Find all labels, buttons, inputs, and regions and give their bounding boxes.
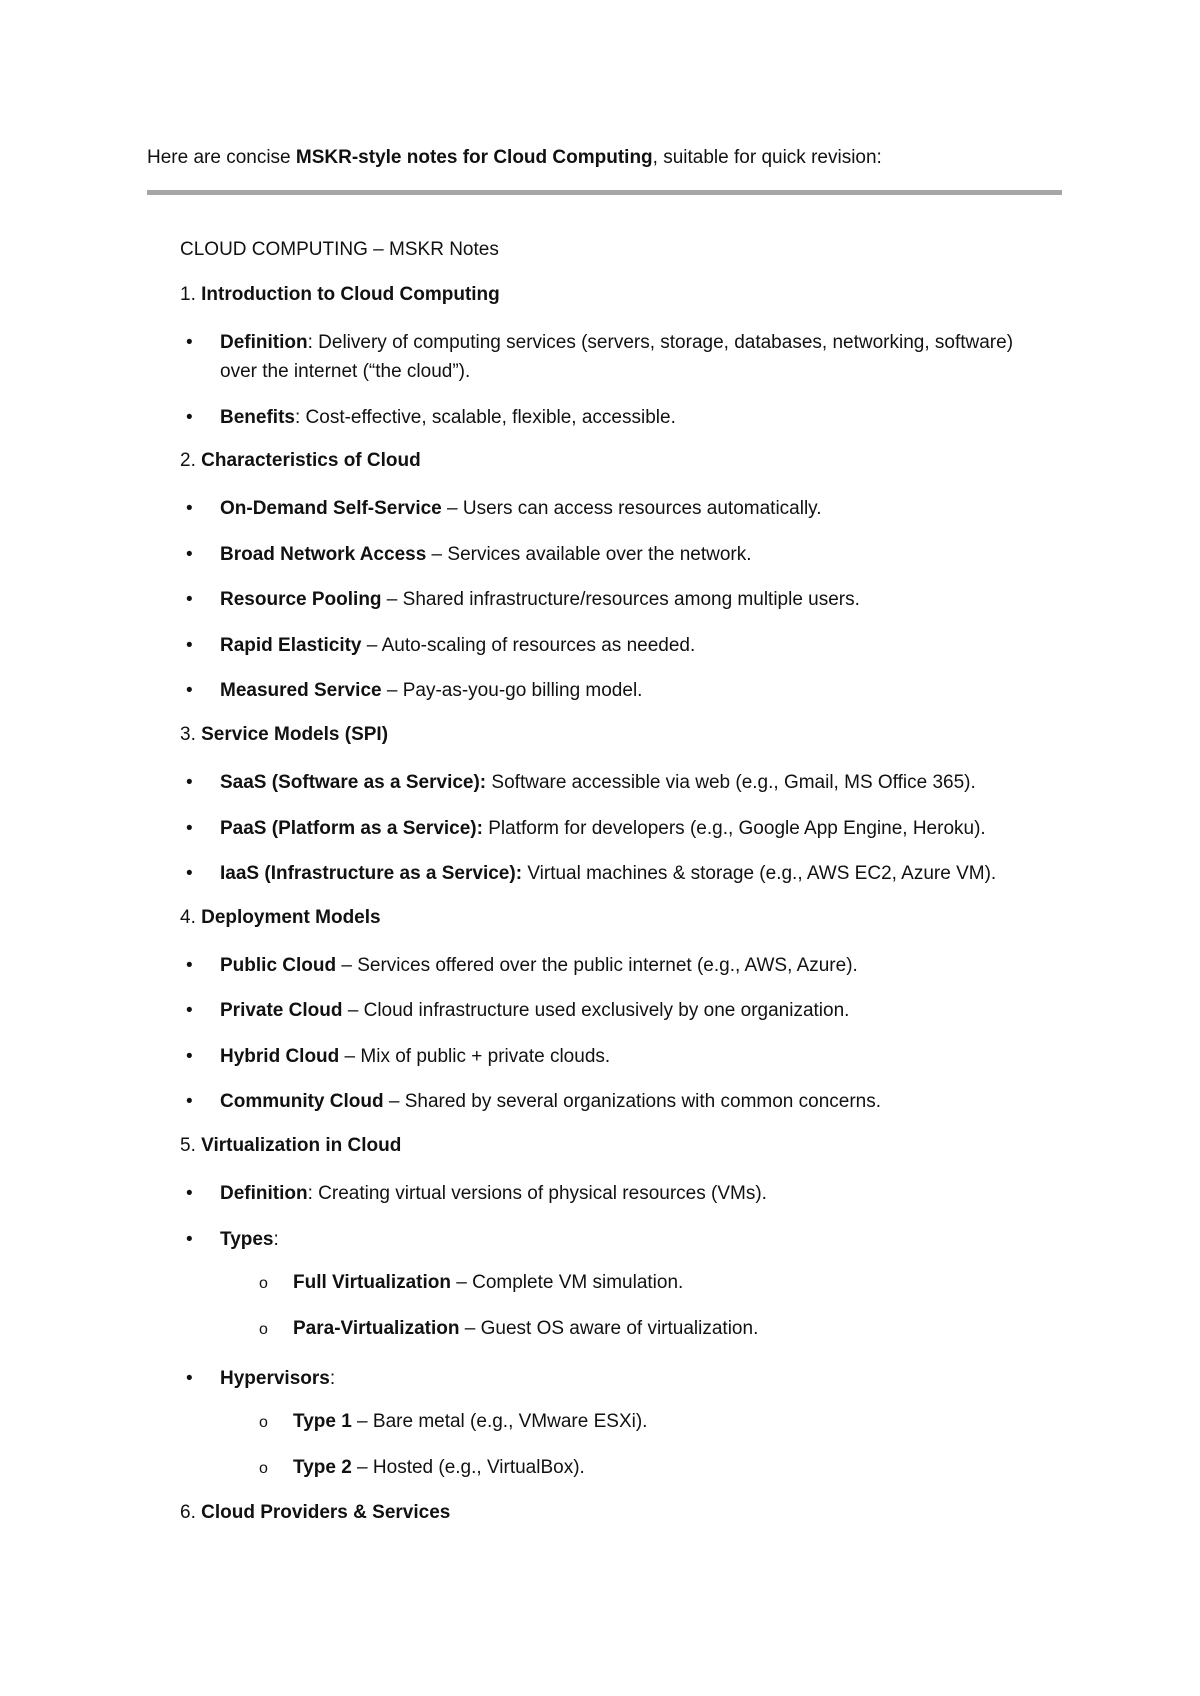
sub-bullet-icon: o	[259, 1275, 268, 1292]
section-heading-3: 3. Service Models (SPI)	[180, 724, 389, 745]
sub-bullet-type-2: o Type 2 – Hosted (e.g., VirtualBox).	[259, 1457, 585, 1478]
sub-bullet-icon: o	[259, 1460, 268, 1477]
bullet-hypervisors: • Hypervisors:	[186, 1364, 1026, 1393]
bullet-on-demand: • On-Demand Self-Service – Users can access resources automatically.	[186, 494, 1026, 523]
horizontal-rule	[147, 190, 1062, 195]
sub-bullet-type-1: o Type 1 – Bare metal (e.g., VMware ESXi).	[259, 1411, 648, 1432]
bullet-icon: •	[186, 544, 193, 565]
sub-bullet-icon: o	[259, 1414, 268, 1431]
section-heading-6: 6. Cloud Providers & Services	[180, 1502, 451, 1523]
bullet-benefits: • Benefits: Cost-effective, scalable, flexible, accessible.	[186, 403, 1026, 432]
bullet-iaas: • IaaS (Infrastructure as a Service): Virtual machines & storage (e.g., AWS EC2, Azure VM).	[186, 859, 1026, 888]
bullet-types: • Types:	[186, 1225, 1026, 1254]
bullet-hybrid-cloud: • Hybrid Cloud – Mix of public + private clouds.	[186, 1042, 1026, 1071]
bullet-measured-service: • Measured Service – Pay-as-you-go billing model.	[186, 676, 1026, 705]
bullet-icon: •	[186, 1368, 193, 1389]
section-heading-2: 2. Characteristics of Cloud	[180, 450, 421, 471]
section-heading-1: 1. Introduction to Cloud Computing	[180, 284, 500, 305]
bullet-rapid-elasticity: • Rapid Elasticity – Auto-scaling of resources as needed.	[186, 631, 1026, 660]
bullet-icon: •	[186, 955, 193, 976]
bullet-definition: • Definition: Delivery of computing services (servers, storage, databases, networking, software) over the internet (“the cloud”).	[186, 328, 1026, 386]
bullet-saas: • SaaS (Software as a Service): Software accessible via web (e.g., Gmail, MS Office 365).	[186, 768, 1026, 797]
bullet-public-cloud: • Public Cloud – Services offered over the public internet (e.g., AWS, Azure).	[186, 951, 1026, 980]
doc-title: CLOUD COMPUTING – MSKR Notes	[180, 239, 499, 260]
bullet-icon: •	[186, 772, 193, 793]
sub-bullet-full-virtualization: o Full Virtualization – Complete VM simulation.	[259, 1272, 684, 1293]
sub-bullet-icon: o	[259, 1321, 268, 1338]
bullet-icon: •	[186, 1091, 193, 1112]
intro-line: Here are concise MSKR-style notes for Cloud Computing, suitable for quick revision:	[147, 147, 882, 168]
bullet-community-cloud: • Community Cloud – Shared by several organizations with common concerns.	[186, 1087, 1026, 1116]
bullet-virtualization-definition: • Definition: Creating virtual versions of physical resources (VMs).	[186, 1179, 1026, 1208]
bullet-icon: •	[186, 635, 193, 656]
section-heading-5: 5. Virtualization in Cloud	[180, 1135, 402, 1156]
bullet-icon: •	[186, 680, 193, 701]
bullet-icon: •	[186, 1000, 193, 1021]
bullet-icon: •	[186, 1046, 193, 1067]
bullet-resource-pooling: • Resource Pooling – Shared infrastructure/resources among multiple users.	[186, 585, 1026, 614]
bullet-icon: •	[186, 407, 193, 428]
bullet-icon: •	[186, 1229, 193, 1250]
bullet-paas: • PaaS (Platform as a Service): Platform for developers (e.g., Google App Engine, Heroku).	[186, 814, 1026, 843]
bullet-icon: •	[186, 818, 193, 839]
bullet-icon: •	[186, 498, 193, 519]
bullet-private-cloud: • Private Cloud – Cloud infrastructure used exclusively by one organization.	[186, 996, 1026, 1025]
bullet-icon: •	[186, 863, 193, 884]
sub-bullet-para-virtualization: o Para-Virtualization – Guest OS aware of virtualization.	[259, 1318, 759, 1339]
bullet-broad-network: • Broad Network Access – Services available over the network.	[186, 540, 1026, 569]
section-heading-4: 4. Deployment Models	[180, 907, 381, 928]
bullet-icon: •	[186, 589, 193, 610]
bullet-icon: •	[186, 332, 193, 353]
bullet-icon: •	[186, 1183, 193, 1204]
